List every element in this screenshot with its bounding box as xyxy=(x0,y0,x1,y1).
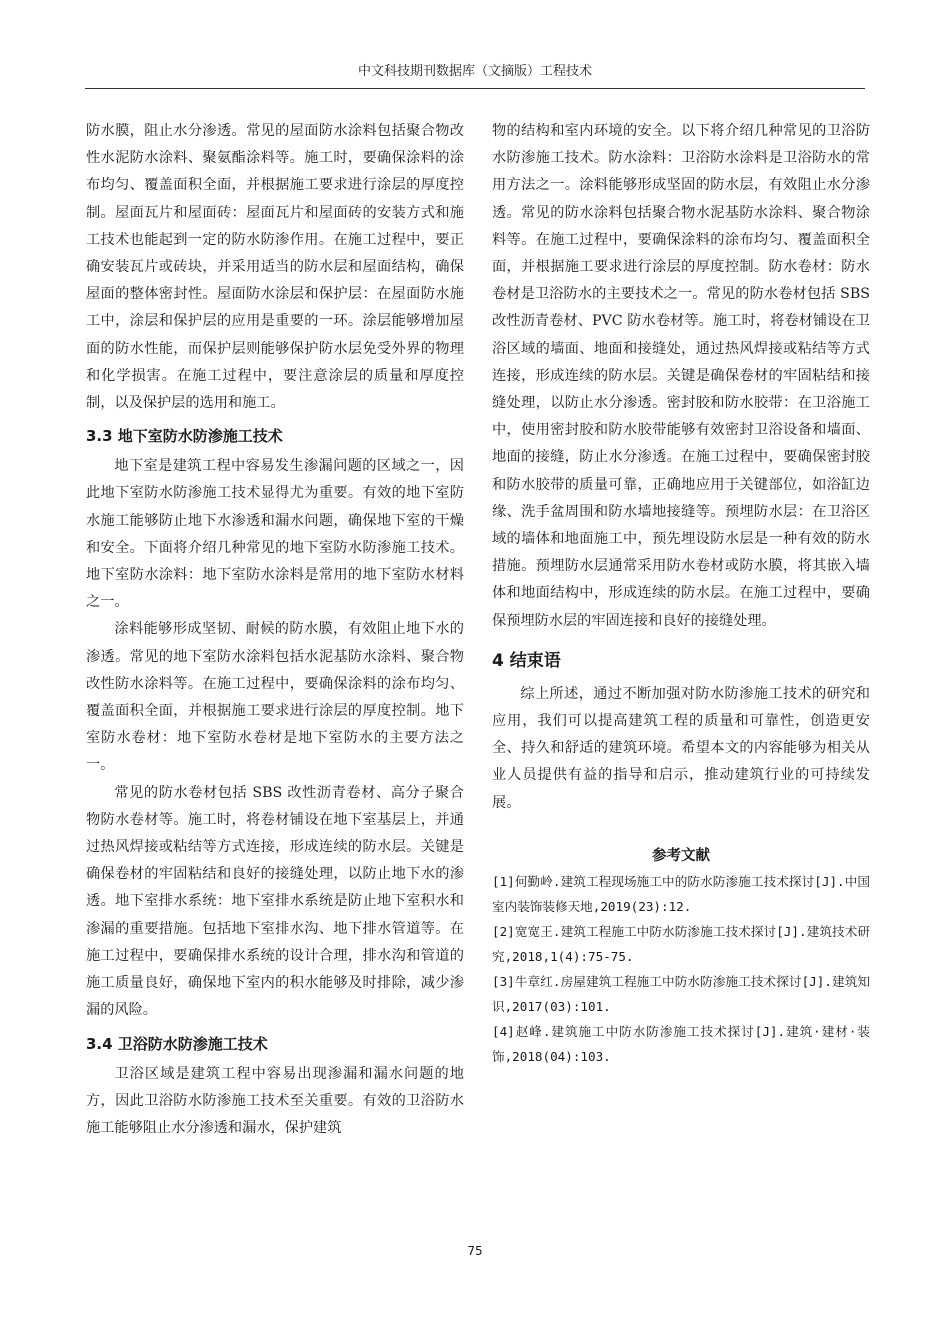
reference-item: [3]牛章红.房屋建筑工程施工中防水防渗施工技术探讨[J].建筑知识,2017(03):101. xyxy=(492,973,870,1014)
paragraph: 物的结构和室内环境的安全。以下将介绍几种常见的卫浴防水防渗施工技术。防水涂料：卫浴防水涂料是卫浴防水的常用方法之一。涂料能够形成坚固的防水层，有效阻止水分渗透。常见的防水涂料包括聚合物水泥基防水涂料、聚合物涂料等。在施工过程中，要确保涂料的涂布均匀、覆盖面积全面，并根据施工要求进行涂层的厚度控制。防水卷材：防水卷材是卫浴防水的主要技术之一。常见的防水卷材包括 SBS 改性沥青卷材、PVC 防水卷材等。施工时，将卷材铺设在卫浴区域的墙面、地面和接缝处，通过热风焊接或粘结等方式连接，形成连续的防水层。关键是确保卷材的牢固粘结和接缝处理，以防止水分渗透。密封胶和防水胶带：在卫浴施工中，使用密封胶和防水胶带能够有效密封卫浴设备和墙面、地面的接缝，防止水分渗透。在施工过程中，要确保密封胶和防水胶带的质量可靠，正确地应用于关键部位，如浴缸边缘、洗手盆周围和防水墙地接缝等。预埋防水层：在卫浴区域的墙体和地面施工中，预先埋设防水层是一种有效的防水措施。预埋防水层通常采用防水卷材或防水膜，将其嵌入墙体和地面结构中，形成连续的防水层。在施工过程中，要确保预埋防水层的牢固连接和良好的接缝处理。 xyxy=(492,123,870,629)
right-column xyxy=(492,118,870,1069)
section-heading-3-3: 3.3 地下室防水防渗施工技术 xyxy=(86,427,283,446)
references-title: 参考文献 xyxy=(652,847,710,864)
reference-item: [4]赵峰.建筑施工中防水防渗施工技术探讨[J].建筑·建材·装饰,2018(04):103. xyxy=(492,1023,870,1064)
paragraph: 涂料能够形成坚韧、耐候的防水膜，有效阻止地下水的渗透。常见的地下室防水涂料包括水泥基防水涂料、聚合物改性防水涂料等。在施工过程中，要确保涂料的涂布均匀、覆盖面积全面，并根据施工要求进行涂层的厚度控制。地下室防水卷材：地下室防水卷材是地下室防水的主要方法之一。 xyxy=(86,621,464,774)
paragraph: 防水膜，阻止水分渗透。常见的屋面防水涂料包括聚合物改性水泥防水涂料、聚氨酯涂料等。施工时，要确保涂料的涂布均匀、覆盖面积全面，并根据施工要求进行涂层的厚度控制。屋面瓦片和屋面砖：屋面瓦片和屋面砖的安装方式和施工技术也能起到一定的防水防渗作用。在施工过程中，要正确安装瓦片或砖块，并采用适当的防水层和屋面结构，确保屋面的整体密封性。屋面防水涂层和保护层：在屋面防水施工中，涂层和保护层的应用是重要的一环。涂层能够增加屋面的防水性能，而保护层则能够保护防水层免受外界的物理和化学损害。在施工过程中，要注意涂层的质量和厚度控制，以及保护层的选用和施工。 xyxy=(86,123,464,412)
section-heading-4: 4 结束语 xyxy=(492,650,561,671)
header-divider xyxy=(85,88,865,89)
paragraph: 综上所述，通过不断加强对防水防渗施工技术的研究和应用，我们可以提高建筑工程的质量和可靠性，创造更安全、持久和舒适的建筑环境。希望本文的内容能够为相关从业人员提供有益的指导和启示，推动建筑行业的可持续发展。 xyxy=(492,685,870,811)
page-number: 75 xyxy=(467,1244,483,1258)
running-header: 中文科技期刊数据库（文摘版）工程技术 xyxy=(357,64,592,79)
left-column xyxy=(86,118,464,1142)
reference-item: [1]何勤岭.建筑工程现场施工中的防水防渗施工技术探讨[J].中国室内装饰装修天地,2019(23):12. xyxy=(492,873,870,914)
section-heading-3-4: 3.4 卫浴防水防渗施工技术 xyxy=(86,1034,268,1053)
reference-item: [2]宽宽王.建筑工程施工中防水防渗施工技术探讨[J].建筑技术研究,2018,1(4):75-75. xyxy=(492,923,870,964)
paragraph: 地下室是建筑工程中容易发生渗漏问题的区域之一，因此地下室防水防渗施工技术显得尤为重要。有效的地下室防水施工能够防止地下水渗透和漏水问题，确保地下室的干燥和安全。下面将介绍几种常见的地下室防水防渗施工技术。地下室防水涂料：地下室防水涂料是常用的地下室防水材料之一。 xyxy=(86,458,464,611)
paragraph: 常见的防水卷材包括 SBS 改性沥青卷材、高分子聚合物防水卷材等。施工时，将卷材铺设在地下室基层上，并通过热风焊接或粘结等方式连接，形成连续的防水层。关键是确保卷材的牢固粘结和良好的接缝处理，以防止地下水的渗透。地下室排水系统：地下室排水系统是防止地下室积水和渗漏的重要措施。包括地下室排水沟、地下排水管道等。在施工过程中，要确保排水系统的设计合理，排水沟和管道的施工质量良好，确保地下室内的积水能够及时排除，减少渗漏的风险。 xyxy=(86,784,464,1019)
paragraph: 卫浴区域是建筑工程中容易出现渗漏和漏水问题的地方，因此卫浴防水防渗施工技术至关重要。有效的卫浴防水施工能够阻止水分渗透和漏水，保护建筑 xyxy=(86,1065,464,1136)
